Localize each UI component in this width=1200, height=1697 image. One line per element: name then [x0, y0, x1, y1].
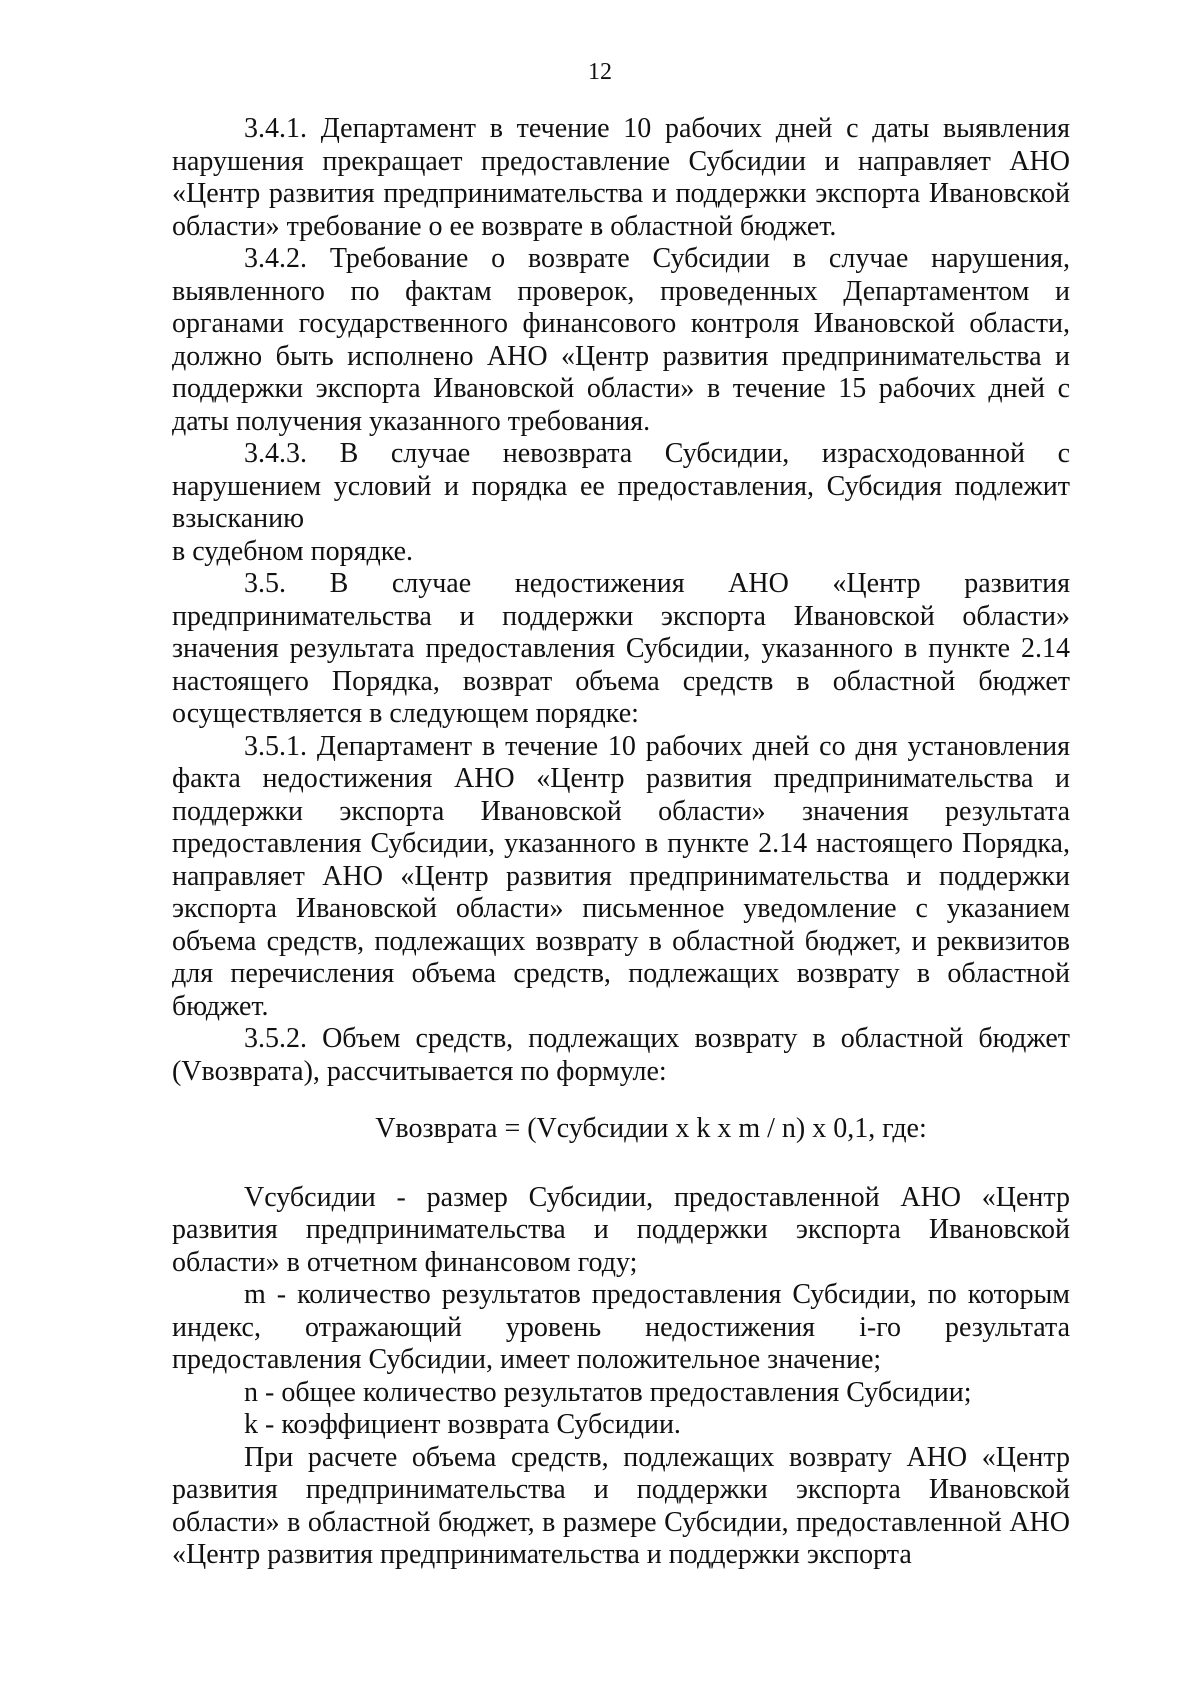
paragraph-3-5: 3.5. В случае недостижения АНО «Центр развития предпринимательства и поддержки экспорта Ивановской области» значения результата предоставления Субсидии, указанного в пункте 2.14 настоящего Порядка, возврат объема средств в областной бюджет осуществляется в следующем порядке: [172, 568, 1070, 729]
definition-k: k - коэффициент возврата Субсидии. [244, 1409, 681, 1440]
definition-m: m - количество результатов предоставления Субсидии, по которым индекс, отражающий уровень недостижения i-го результата предоставления Субсидии, имеет положительное значение; [172, 1279, 1070, 1375]
definition-n: n - общее количество результатов предоставления Субсидии; [244, 1376, 972, 1408]
paragraph-3-4-3: 3.4.3. В случае невозврата Субсидии, израсходованной с нарушением условий и порядка ее предоставления, Субсидия подлежит взысканию [172, 438, 1070, 534]
definition-v-subsidy: Vсубсидии - размер Субсидии, предоставленной АНО «Центр развития предпринимательства и поддержки экспорта Ивановской области» в отчетном финансовом году; [172, 1181, 1070, 1278]
paragraph-3-5-1: 3.5.1. Департамент в течение 10 рабочих дней со дня установления факта недостижения АНО «Центр развития предпринимательства и поддержки экспорта Ивановской области» значения результата предоставления Субсидии, указанного в пункте 2.14 настоящего Порядка, направляет АНО «Центр развития предпринимательства и поддержки экспорта Ивановской области» письменное уведомление с указанием объема средств, подлежащих возврату в областной бюджет, и реквизитов для перечисления объема средств, подлежащих возврату в областной бюджет. [172, 730, 1070, 1022]
paragraph-calculation: При расчете объема средств, подлежащих возврату АНО «Центр развития предпринимательства и поддержки экспорта Ивановской области» в областной бюджет, в размере Субсидии, предоставленной АНО «Центр развития предпринимательства и поддержки экспорта [172, 1441, 1070, 1570]
refund-formula: Vвозврата = (Vсубсидии x k x m / n) x 0,1, где: [375, 1113, 927, 1144]
paragraph-3-5-2: 3.5.2. Объем средств, подлежащих возврату в областной бюджет (Vвозврата), рассчитывается по формуле: [172, 1023, 1070, 1087]
page-number: 12 [588, 59, 612, 85]
paragraph-3-4-2: 3.4.2. Требование о возврате Субсидии в случае нарушения, выявленного по фактам проверок, проведенных Департаментом и органами государственного финансового контроля Ивановской области, должно быть исполнено АНО «Центр развития предпринимательства и поддержки экспорта Ивановской области» в течение 15 рабочих дней с даты получения указанного требования. [172, 243, 1070, 437]
paragraph-3-4-1: 3.4.1. Департамент в течение 10 рабочих дней с даты выявления нарушения прекращает предоставление Субсидии и направляет АНО «Центр развития предпринимательства и поддержки экспорта Ивановской области» требование о ее возврате в областной бюджет. [172, 113, 1070, 242]
paragraph-3-4-3-continuation: в судебном порядке. [172, 535, 414, 567]
document-body [172, 113, 1070, 1572]
